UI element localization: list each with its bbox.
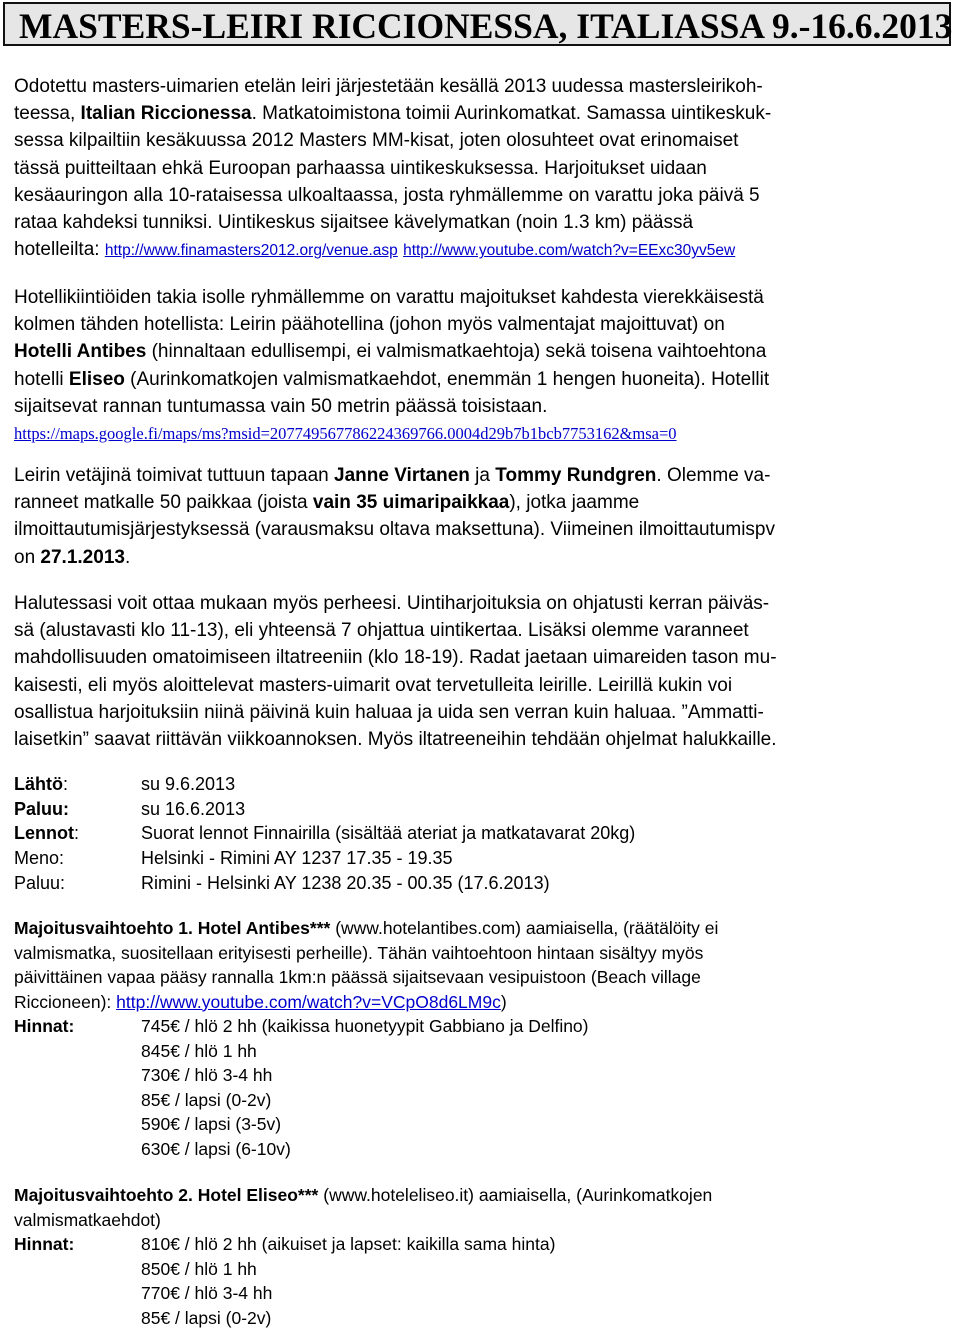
text-run: (www.hotelantibes.com) aamiaisella, (räätälöity ei — [330, 918, 719, 938]
text-run: Leirin vetäjinä toimivat tuttuun tapaan — [14, 465, 335, 486]
text-line: tässä puitteiltaan ehkä Euroopan parhaassa uintikeskuksessa. Harjoitukset uidaan — [14, 157, 707, 179]
hotels-paragraph — [14, 284, 954, 447]
text-run: ) — [500, 991, 507, 1012]
text-run: hotelli — [14, 368, 69, 390]
text-line: ilmoittautumisjärjestyksessä (varausmaksu oltava maksettuna). Viimeinen ilmoittautumispv — [14, 519, 775, 541]
leader-name: Janne Virtanen — [334, 465, 470, 486]
option2-prices — [14, 1232, 555, 1330]
schedule-row — [14, 871, 635, 896]
schedule-key: Lähtö: — [14, 774, 69, 794]
text-line: kesäauringon alla 10-rataisessa ulkoaltaassa, josta ryhmällemme on varattu joka päivä 5 — [14, 184, 760, 206]
map-link[interactable]: https://maps.google.fi/maps/ms?msid=207749567786224369766.0004d29b7b1bcb7753162&msa=0 — [14, 424, 677, 444]
family-paragraph — [14, 590, 954, 753]
text-run: Riccioneen): — [14, 991, 117, 1012]
text-run: (Aurinkomatkojen valmismatkaehdot, enemmän 1 hengen huoneita). Hotellit — [124, 368, 770, 390]
spot-count: vain 35 uimaripaikkaa — [312, 492, 510, 514]
leaders-paragraph — [14, 462, 954, 571]
price-value: 630€ / lapsi (6-10v) — [141, 1138, 291, 1159]
price-row — [14, 1257, 555, 1282]
schedule-value: Suorat lennot Finnairilla (sisältää ateriat ja matkatavarat 20kg) — [141, 823, 636, 844]
price-row — [14, 1232, 555, 1257]
price-row — [14, 1137, 589, 1162]
youtube-link[interactable]: http://www.youtube.com/watch?v=EExc30yv5ew — [403, 242, 736, 260]
text-line — [14, 338, 954, 365]
price-value: 85€ / lapsi (0-2v) — [141, 1307, 272, 1328]
text-run: . — [124, 546, 131, 568]
schedule-key: Paluu: — [14, 798, 70, 819]
price-row — [14, 1039, 589, 1064]
text-line: laisetkin” saavat riittävän viikkoannoksen. Myös iltatreeneihin tehdään ohjelmat halukkaille. — [14, 729, 777, 751]
text-line: Halutessasi voit ottaa mukaan myös perheesi. Uintiharjoituksia on ohjatusti kerran päiväs- — [14, 593, 770, 614]
text-line: valmismatka, suositellaan erityisesti perheille). Tähän vaihtoehtoon hintaan sisältyy myös — [14, 942, 704, 963]
text-run: (hinnaltaan edullisempi, ei valmismatkaehtoja) sekä toisena vaihtoehtona — [146, 341, 767, 363]
text-run: ranneet matkalle 50 paikkaa (joista — [14, 492, 313, 514]
text-line: Odotettu masters-uimarien etelän leiri järjestetään kesällä 2013 uudessa mastersleirikoh- — [14, 76, 763, 97]
schedule-row — [14, 846, 635, 871]
text-line — [14, 916, 954, 941]
text-run: . Matkatoimistona toimii Aurinkomatkat. Samassa uintikeskuk- — [251, 103, 772, 125]
text-line: kaisesti, eli myös aloittelevat masters-uimarit ovat tervetulleita leirille. Leirillä kukin voi — [14, 674, 733, 696]
text-run: hotelleilta: — [14, 239, 105, 261]
price-value: 85€ / lapsi (0-2v) — [141, 1089, 272, 1110]
price-value: 770€ / hlö 3-4 hh — [141, 1283, 273, 1303]
text-line: osallistua harjoituksiin niinä päivinä kuin haluaa ja uida sen verran kuin haluaa. ”Ammatti- — [14, 701, 764, 723]
price-row — [14, 1112, 589, 1137]
text-line: sessa kilpailtiin kesäkuussa 2012 Masters MM-kisat, joten olosuhteet ovat erinomaiset — [14, 130, 739, 152]
schedule-key: Lennot: — [14, 823, 80, 844]
text-line: sä (alustavasti klo 11-13), eli yhteensä 7 ohjattua uintikertaa. Lisäksi olemme varanneet — [14, 620, 749, 642]
venue-link[interactable]: http://www.finamasters2012.org/venue.asp — [104, 242, 398, 260]
price-row — [14, 1088, 589, 1113]
price-value: 730€ / hlö 3-4 hh — [141, 1065, 273, 1085]
option2-paragraph — [14, 1183, 954, 1232]
schedule-key: Meno: — [14, 848, 65, 869]
hotel-name: Hotelli Antibes — [14, 341, 147, 363]
schedule-key: Paluu: — [14, 872, 66, 893]
hotel-name: Eliseo — [68, 368, 125, 390]
text-line — [14, 544, 954, 571]
prices-label: Hinnat: — [14, 1016, 75, 1036]
text-run: . Olemme va- — [656, 465, 771, 486]
text-line — [14, 420, 954, 447]
page-title: MASTERS-LEIRI RICCIONESSA, ITALIASSA 9.-16.6.2013 — [19, 6, 953, 46]
price-row — [14, 1014, 589, 1039]
price-value: 590€ / lapsi (3-5v) — [141, 1114, 282, 1134]
price-row — [14, 1306, 555, 1331]
schedule-row — [14, 821, 635, 846]
intro-paragraph — [14, 73, 954, 264]
schedule-row — [14, 772, 635, 797]
price-value: 810€ / hlö 2 hh (aikuiset ja lapset: kaikilla sama hinta) — [141, 1234, 556, 1254]
text-line — [14, 489, 954, 516]
text-line: rataa kahdeksi tunniksi. Uintikeskus sijaitsee kävelymatkan (noin 1.3 km) päässä — [14, 212, 694, 234]
schedule-row — [14, 797, 635, 822]
leader-name: Tommy Rundgren — [495, 465, 657, 486]
text-line — [14, 990, 954, 1015]
text-line — [14, 462, 954, 489]
location-name: Italian Riccionessa — [80, 103, 252, 125]
option-heading: Majoitusvaihtoehto 2. Hotel Eliseo*** — [14, 1185, 319, 1205]
text-line — [14, 366, 954, 393]
schedule-value: Rimini - Helsinki AY 1238 20.35 - 00.35 (17.6.2013) — [141, 872, 550, 893]
price-row — [14, 1063, 589, 1088]
option-heading: Majoitusvaihtoehto 1. Hotel Antibes*** — [14, 918, 331, 938]
text-line: valmismatkaehdot) — [14, 1209, 161, 1230]
text-run: ), jotka jaamme — [509, 492, 640, 514]
text-line: mahdollisuuden omatoimiseen iltatreeniin (klo 18-19). Radat jaetaan uimareiden tason mu- — [14, 647, 777, 669]
text-line: päivittäinen vapaa pääsy rannalla 1km:n päässä sijaitsevaan vesipuistoon (Beach village — [14, 967, 701, 987]
text-run: ja — [469, 465, 496, 486]
price-value: 745€ / hlö 2 hh (kaikissa huonetyypit Gabbiano ja Delfino) — [141, 1016, 589, 1036]
text-line: Hotellikiintiöiden takia isolle ryhmällemme on varattu majoitukset kahdesta vierekkäisestä — [14, 287, 764, 308]
price-value: 850€ / hlö 1 hh — [141, 1258, 257, 1279]
text-line — [14, 236, 954, 264]
text-line — [14, 1183, 954, 1208]
text-run: teessa, — [14, 103, 81, 125]
text-line — [14, 100, 954, 127]
schedule-table — [14, 772, 635, 896]
price-row — [14, 1281, 555, 1306]
text-run: on — [14, 546, 41, 568]
text-line: kolmen tähden hotellista: Leirin päähotellina (johon myös valmentajat majoittuvat) on — [14, 314, 725, 336]
option1-prices — [14, 1014, 589, 1161]
title-box — [3, 2, 951, 46]
prices-label: Hinnat: — [14, 1234, 75, 1254]
option1-paragraph — [14, 916, 954, 1014]
text-run: (www.hoteleliseo.it) aamiaisella, (Aurinkomatkojen — [318, 1185, 713, 1205]
deadline-date: 27.1.2013 — [40, 546, 125, 568]
price-value: 845€ / hlö 1 hh — [141, 1040, 257, 1061]
schedule-value: su 16.6.2013 — [141, 798, 246, 819]
text-line: sijaitsevat rannan tuntumassa vain 50 metrin päässä toisistaan. — [14, 395, 548, 417]
waterpark-video-link[interactable]: http://www.youtube.com/watch?v=VCpO8d6LM9c — [116, 991, 501, 1012]
schedule-value: Helsinki - Rimini AY 1237 17.35 - 19.35 — [141, 848, 453, 869]
schedule-value: su 9.6.2013 — [141, 774, 236, 794]
